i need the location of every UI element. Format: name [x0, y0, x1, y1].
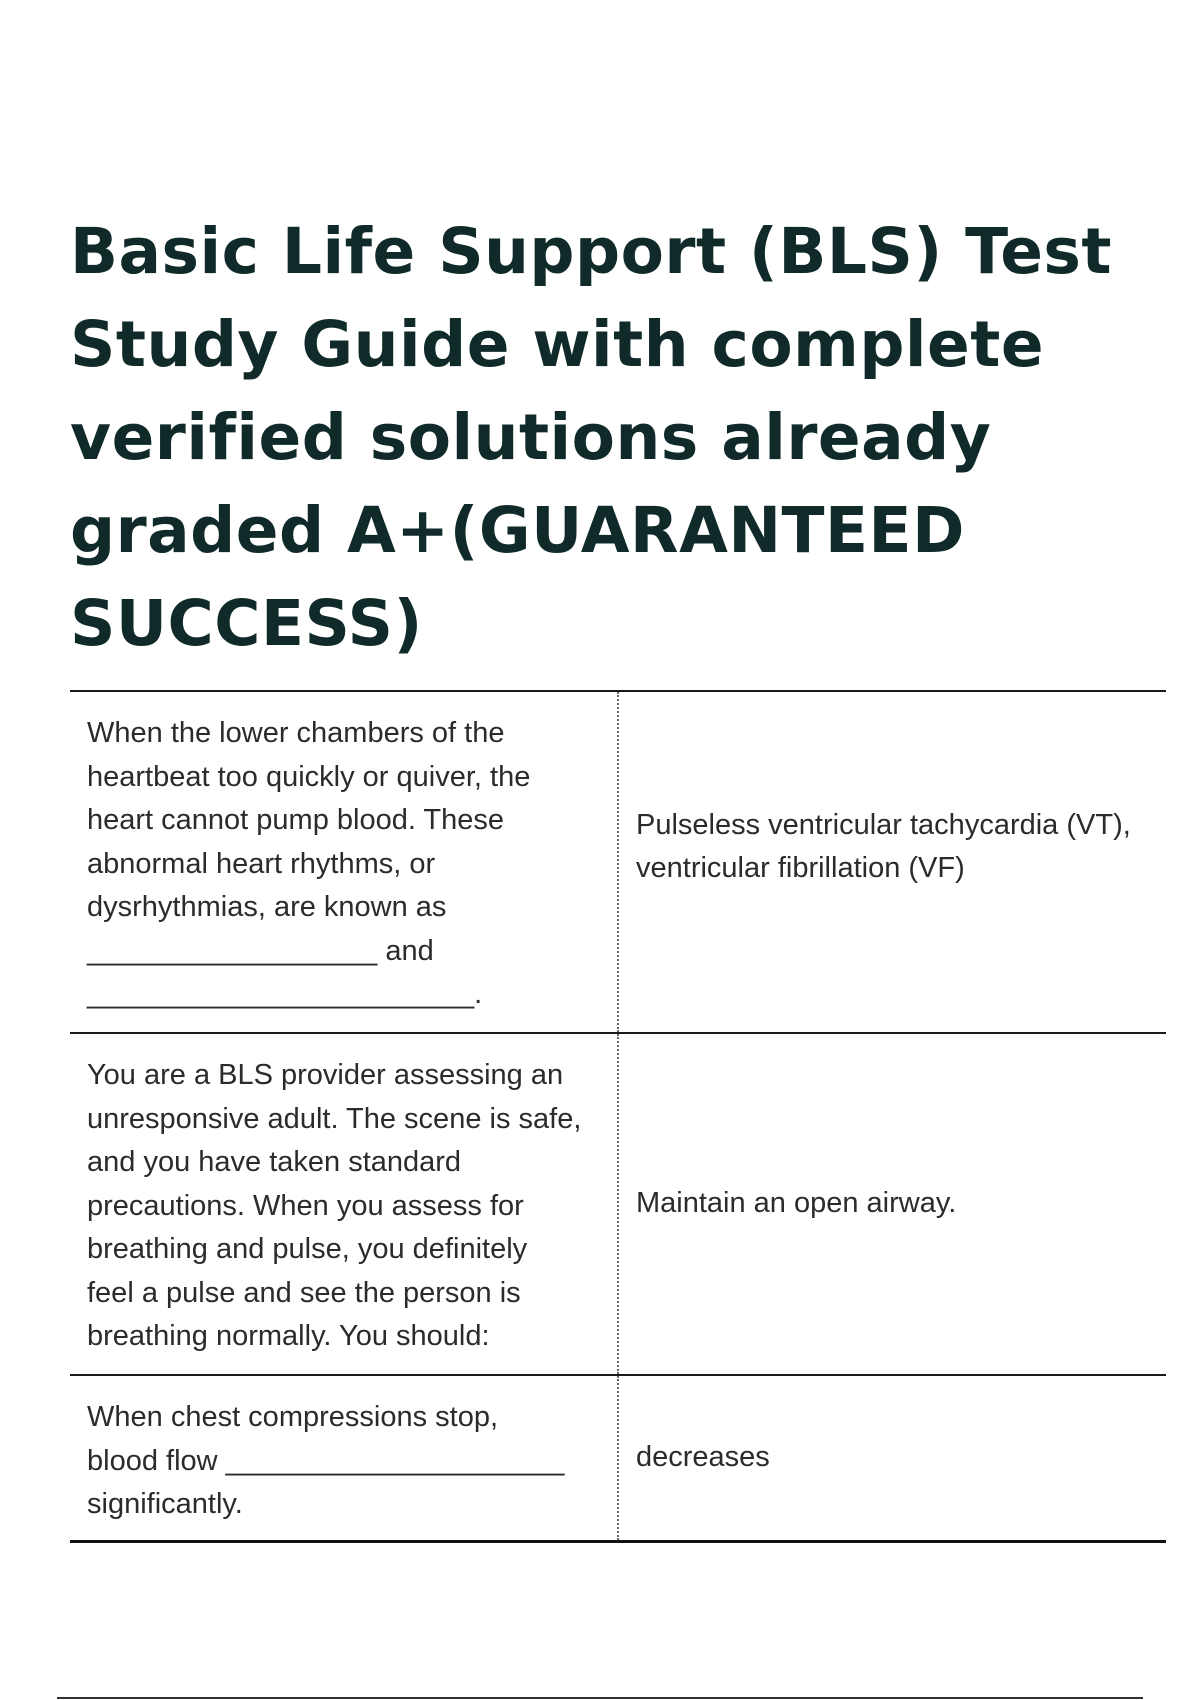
answer-cell [619, 692, 1166, 1032]
answer-text: Pulseless ventricular tachycardia (VT), ventricular fibrillation (VF) [636, 808, 1131, 884]
question-cell: You are a BLS provider assessing an unresponsive adult. The scene is safe, and you have taken standard precautions. When you assess for breathing and pulse, you definitely feel a pulse and see the person is breathing normally. You should: [70, 1034, 619, 1374]
qa-table [70, 690, 1166, 1543]
answer-cell [619, 1034, 1166, 1374]
question-cell: When the lower chambers of the heartbeat too quickly or quiver, the heart cannot pump blood. These abnormal heart rhythms, or dysrhythmias, are known as __________________ and ________________________. [70, 692, 619, 1032]
answer-cell [619, 1376, 1166, 1540]
qa-row [70, 692, 1166, 1034]
qa-row [70, 1376, 1166, 1543]
document-title: Basic Life Support (BLS) Test Study Guide with complete verified solutions already graded A+(GUARANTEED SUCCESS) [70, 215, 1113, 660]
footer-divider [57, 1697, 1143, 1699]
qa-row [70, 1034, 1166, 1376]
answer-text: decreases [636, 1441, 770, 1474]
question-cell: When chest compressions stop, blood flow _____________________ significantly. [70, 1376, 619, 1540]
answer-text: Maintain an open airway. [636, 1187, 957, 1220]
